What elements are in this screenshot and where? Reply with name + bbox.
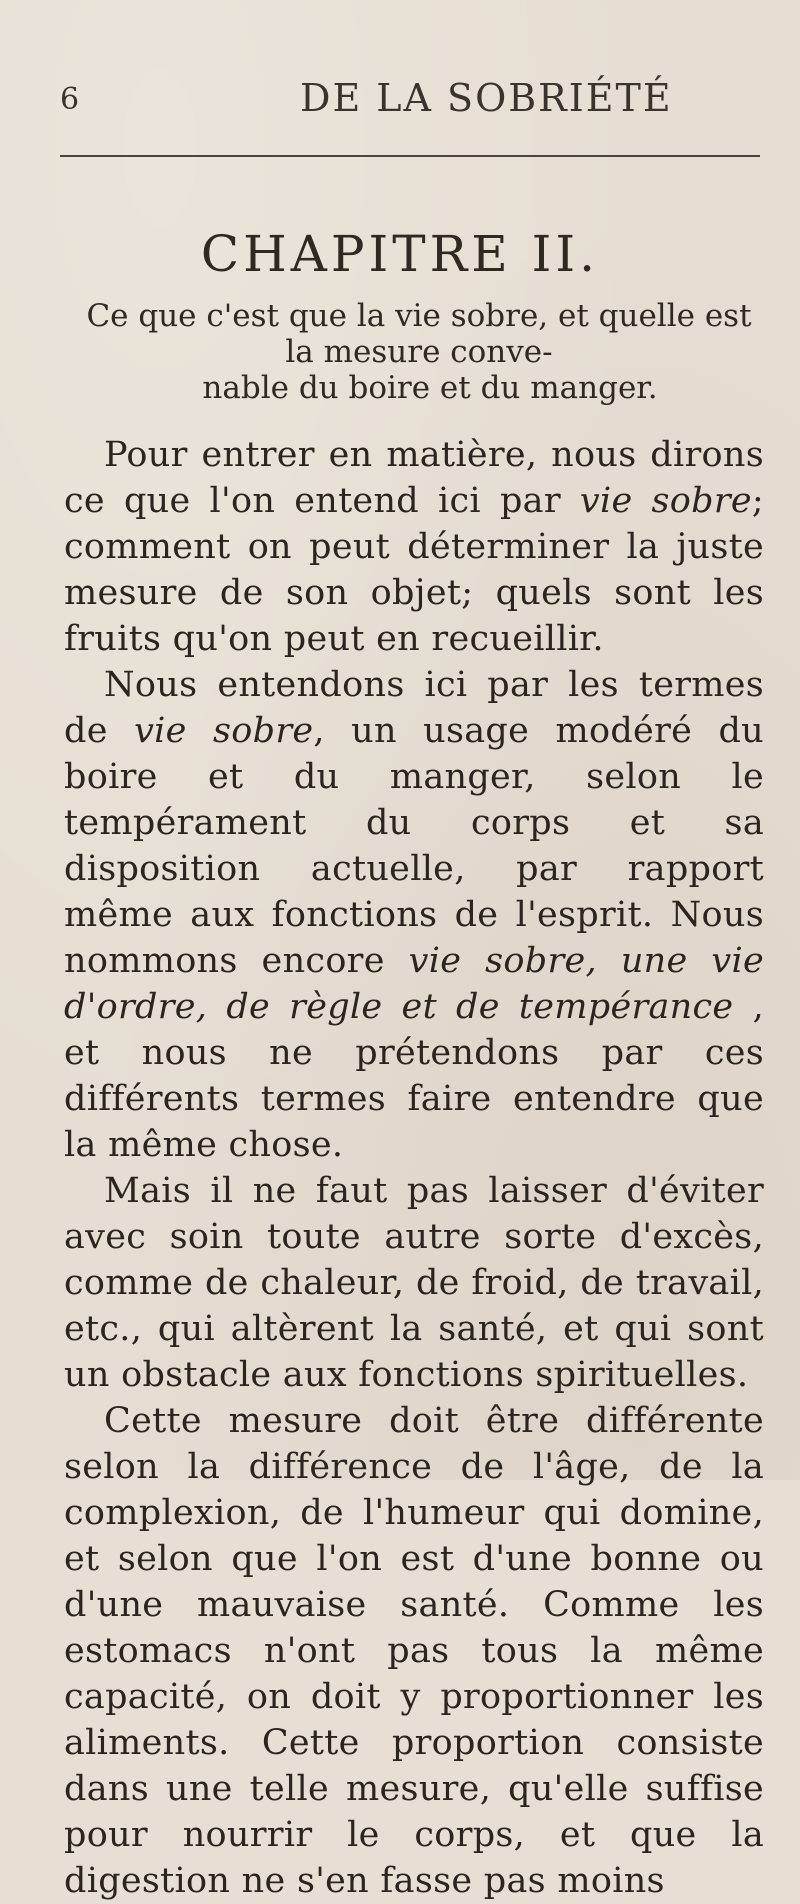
paragraph-4 [64,1398,764,1904]
chapter-summary-line-1: Ce que c'est que la vie sobre, et quelle est la mesure conve- [86,298,752,370]
paragraph-2-text-c: , un usage modéré du boire et du manger, selon le tempérament du corps et sa disposition actuelle, par rapport même aux fonctions de l'esprit. Nous nommons encore [64,711,764,981]
header-rule [60,155,760,157]
paragraph-1-italic: vie sobre [579,481,752,521]
paragraph-1 [64,432,764,662]
paragraph-2-text-e: , et nous ne prétendons par ces différents termes faire entendre que la même chose. [64,987,765,1165]
paragraph-2-italic-1: vie sobre [134,711,314,751]
chapter-summary-line-2: nable du boire et du manger. [202,370,658,406]
paragraph-2-italic-2: vie sobre, une vie d'ordre, de règle et de tempérance [64,941,764,1027]
paragraph-2 [64,662,764,1168]
paragraph-1-text-c: ; comment on peut déterminer la juste mesure de son objet; quels sont les fruits qu'on peut en recueillir. [64,481,764,659]
paragraph-2-text-a: Nous entendons ici par les termes de [64,665,764,751]
running-title: DE LA SOBRIÉTÉ [300,76,673,120]
body-text [64,432,764,1904]
paragraph-4-text: Cette mesure doit être différente selon la différence de l'âge, de la complexion, de l'humeur qui domine, et selon que l'on est d'une bonne ou d'une mauvaise santé. Comme les estomacs n'ont pas tous la même capacité, on doit y proportionner les aliments. Cette proportion consiste dans une telle mesure, qu'elle suffise pour nourrir le corps, et que la digestion ne s'en fasse pas moins [64,1401,764,1901]
chapter-summary [86,298,760,406]
paragraph-3 [64,1168,764,1398]
paragraph-1-text-a: Pour entrer en matière, nous dirons ce que l'on entend ici par [64,435,764,521]
page-number: 6 [60,82,80,117]
paragraph-3-text: Mais il ne faut pas laisser d'éviter avec soin toute autre sorte d'excès, comme de chaleur, de froid, de travail, etc., qui altèrent la santé, et qui sont un obstacle aux fonctions spirituelles. [64,1171,764,1395]
chapter-title: CHAPITRE II. [200,225,600,283]
page-header [0,70,800,120]
